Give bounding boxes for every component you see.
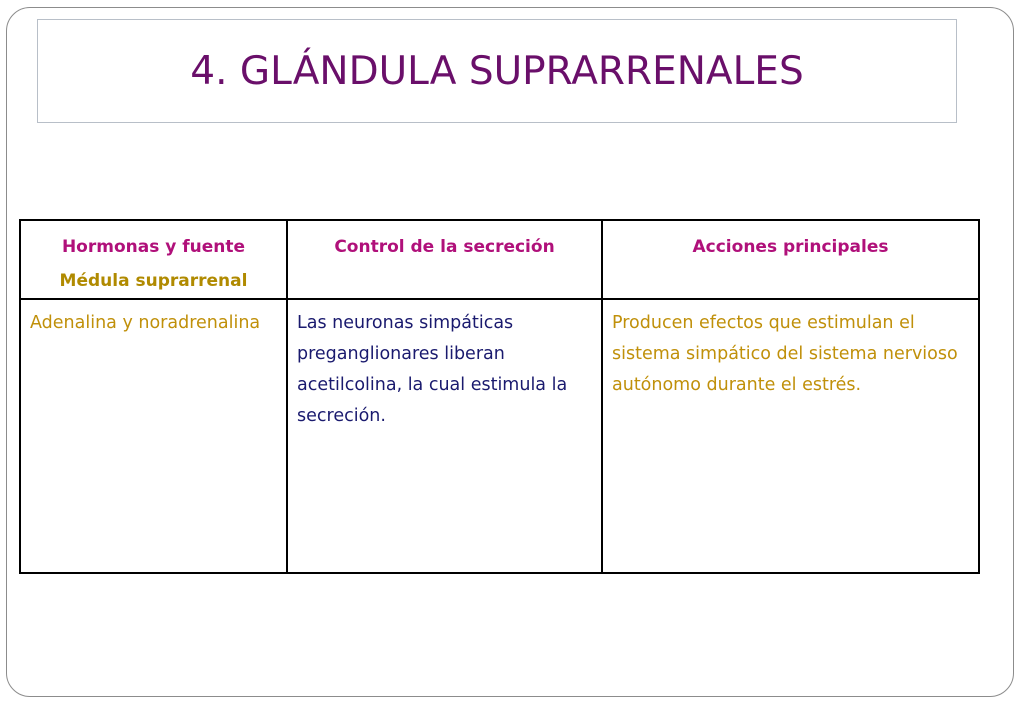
title-box — [37, 19, 957, 123]
cell-hormones: Adenalina y noradrenalina — [20, 299, 287, 573]
slide-title: 4. GLÁNDULA SUPRARRENALES — [190, 48, 804, 94]
header-actions: Acciones principales — [602, 220, 979, 299]
cell-control: Las neuronas simpáticas preganglionares liberan acetilcolina, la cual estimula la secreción. — [287, 299, 602, 573]
table-header-row — [20, 220, 979, 299]
table-row — [20, 299, 979, 573]
cell-actions: Producen efectos que estimulan el sistema simpático del sistema nervioso autónomo durante el estrés. — [602, 299, 979, 573]
header-hormones-label: Hormonas y fuente — [61, 237, 246, 257]
header-hormones-source: Médula suprarrenal — [59, 271, 248, 291]
adrenal-gland-table — [19, 219, 980, 574]
header-hormones — [20, 220, 287, 299]
header-control: Control de la secreción — [287, 220, 602, 299]
